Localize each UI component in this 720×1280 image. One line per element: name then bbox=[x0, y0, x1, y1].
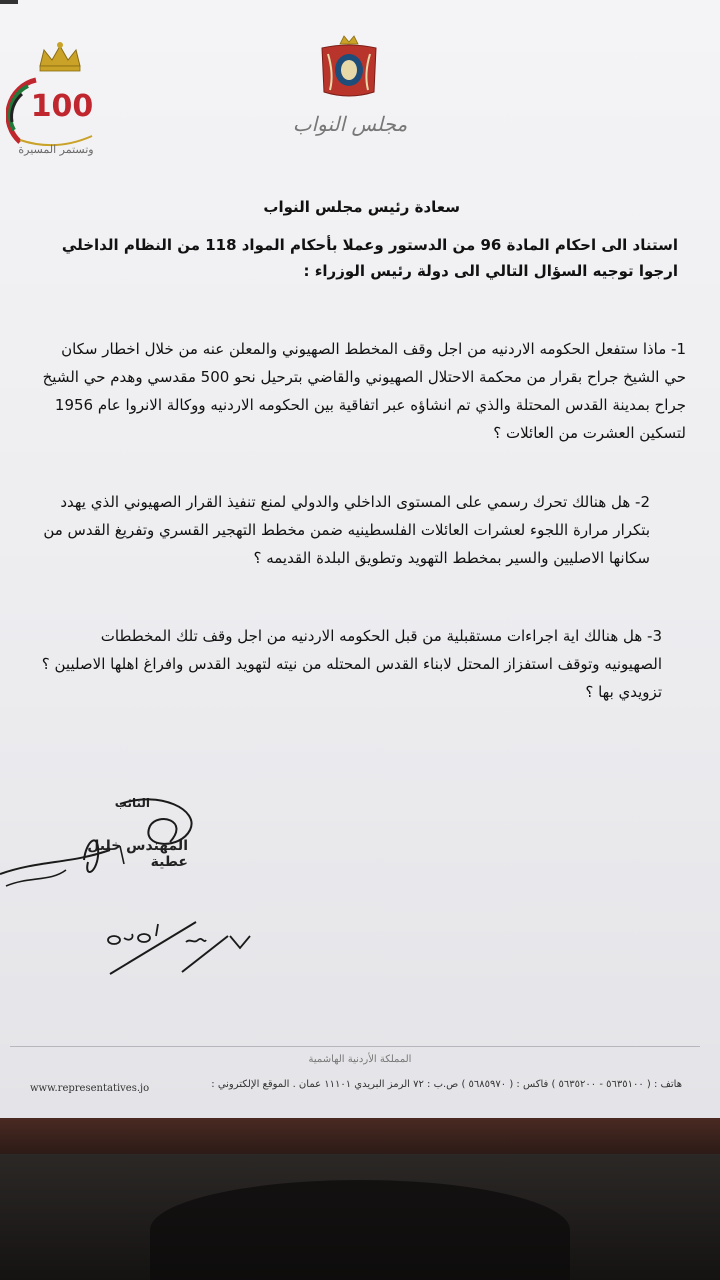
footer-kingdom: المملكة الأردنية الهاشمية bbox=[308, 1054, 412, 1065]
question-3: 3- هل هنالك اية اجراءات مستقبلية من قبل الحكومه الاردنيه من اجل وقف تلك المخططات الصهيونيه وتوقف استفزاز المحتل لابناء القدس المحتله من نيته لتهويد القدس وافراغ اهلها الاصليين ؟تزويدي بها ؟ bbox=[41, 627, 662, 701]
background-shadow bbox=[150, 1180, 570, 1280]
coat-of-arms-icon bbox=[318, 34, 380, 102]
crown-icon bbox=[40, 42, 80, 71]
question-2: 2- هل هنالك تحرك رسمي على المستوى الداخلي والدولي لمنع تنفيذ القرار الصهيوني الذي يهدد بتكرار مرارة اللجوء لعشرات العائلات الفلسطينيه ضمن مخطط التهجير القسري وتفريغ القدس من سكانها الاصليين والسير بمخطط التهويد وتطويق البلدة القديمه ؟ bbox=[43, 493, 650, 567]
footer-divider bbox=[10, 1046, 700, 1047]
corner-mark bbox=[0, 0, 18, 4]
intro-paragraph: استناد الى احكام المادة 96 من الدستور وعملا بأحكام المواد 118 من النظام الداخلي ارجوا توجيه السؤال التالي الى دولة رئيس الوزراء : bbox=[61, 236, 678, 280]
footer-contact: هاتف : ( ٥٦٣٥١٠٠ - ٥٦٣٥٢٠٠ ) فاكس : ( ٥٦٨٥٩٧٠ ) ص.ب : ٧٢ الرمز البريدي ١١١٠١ عمان . الموقع الإلكتروني : bbox=[211, 1079, 682, 1090]
question-1: 1- ماذا ستفعل الحكومه الاردنيه من اجل وقف المخطط الصهيوني والمعلن عنه من خلال اخطار سكان حي الشيخ جراح بقرار من محكمة الاحتلال الصهيوني والقاضي بترحيل نحو 500 مقدسي وهدم حي الشيخ جراح بمدينة القدس المحتلة والذي تم انشاؤه عبر اتفاقية بين الحكومه الاردنيه ووكالة الانروا عام 1956 لتسكين العشرت من العائلات ؟ bbox=[42, 340, 686, 442]
paper-edge bbox=[0, 1118, 720, 1154]
handwritten-signature bbox=[0, 790, 210, 900]
salutation: سعادة رئيس مجلس النواب bbox=[263, 198, 460, 216]
signature-title: النائب bbox=[114, 796, 150, 810]
centenary-number: 100 bbox=[30, 89, 94, 124]
centenary-tagline: وتستمر المسيرة bbox=[18, 143, 94, 156]
signature-name: المهندس خليل عطية bbox=[87, 838, 188, 870]
handwritten-date bbox=[100, 908, 270, 980]
footer-website: www.representatives.jo bbox=[30, 1083, 150, 1094]
parliament-caption: مجلس النواب bbox=[292, 112, 408, 136]
